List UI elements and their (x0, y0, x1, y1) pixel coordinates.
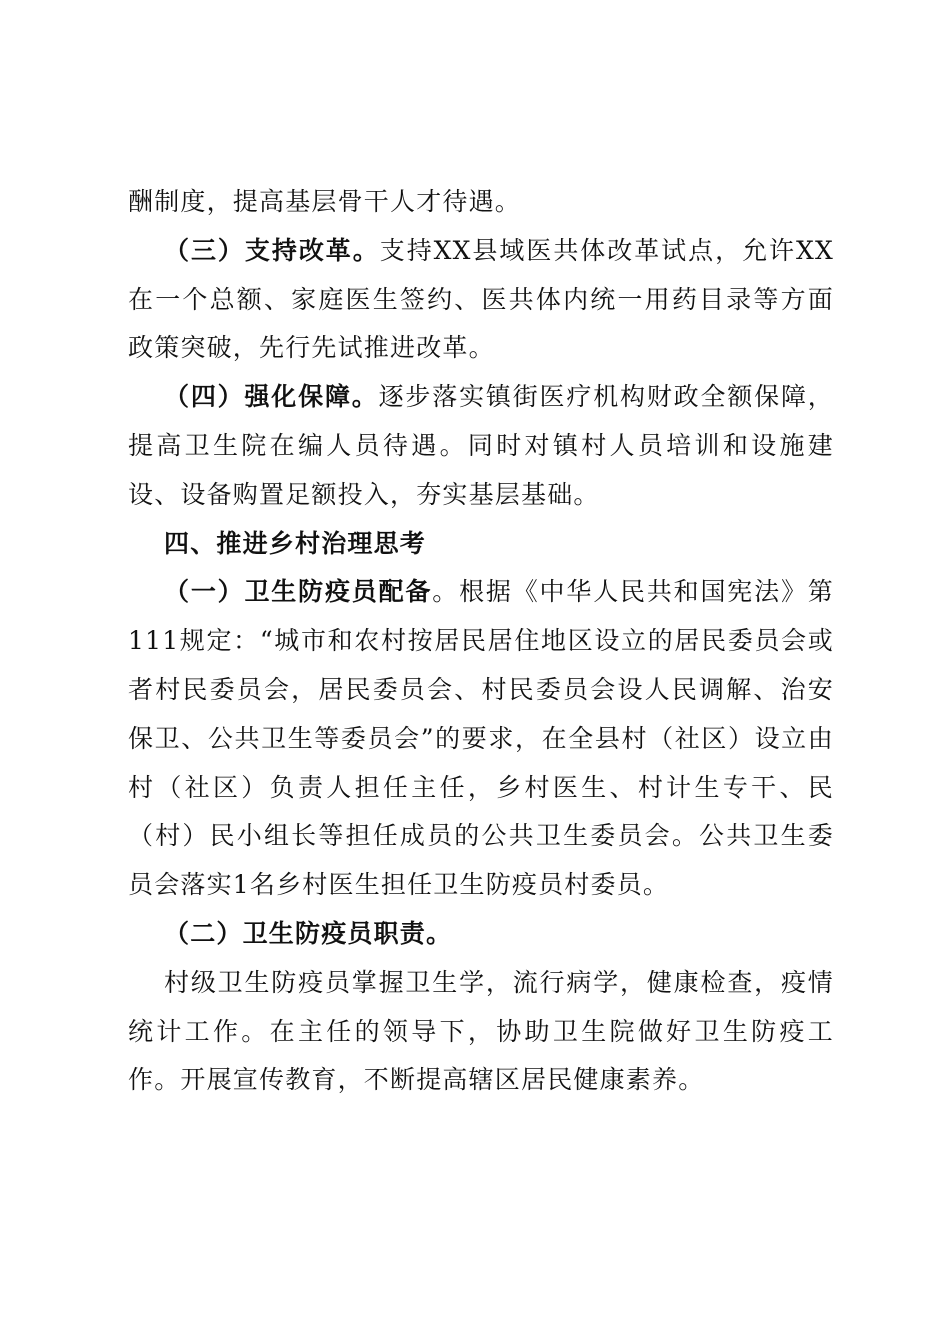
paragraph-text: 村级卫生防疫员掌握卫生学，流行病学，健康检查，疫情统计工作。在主任的领导下，协助卫生院做好卫生防疫工作。开展宣传教育，不断提高辖区居民健康素养。 (128, 967, 834, 1095)
subheading-support-reform: （三）支持改革。 (164, 235, 380, 265)
paragraph-epidemic-officer-staffing (128, 568, 834, 910)
paragraph-text: 逐步落实镇街医疗机构财政全额保障，提高卫生院在编人员待遇。同时对镇村人员培训和设施建设、设备购置足额投入，夯实基层基础。 (128, 382, 835, 509)
paragraph-continuation (128, 178, 834, 227)
subheading-epidemic-officer-duties: （二）卫生防疫员职责。 (164, 918, 453, 948)
paragraph-text: 支持XX县域医共体改革试点，允许XX在一个总额、家庭医生签约、医共体内统一用药目录等方面政策突破，先行先试推进改革。 (128, 235, 835, 363)
paragraph-text: 酬制度，提高基层骨干人才待遇。 (128, 187, 522, 216)
document-body (128, 178, 834, 1105)
section-heading-rural-governance (128, 520, 834, 569)
paragraph-text: 。根据《中华人民共和国宪法》第111规定：“城市和农村按居民居住地区设立的居民委员会或者村民委员会，居民委员会、村民委员会设人民调解、治安保卫、公共卫生等委员会”的要求，在全县村（社区）设立由村（社区）负责人担任主任，乡村医生、村计生专干、民（村）民小组长等担任成员的公共卫生委员会。公共卫生委员会落实1名乡村医生担任卫生防疫员村委员。 (128, 577, 834, 900)
subheading-epidemic-officer-duties-line (128, 910, 834, 959)
paragraph-strengthen-guarantee (128, 373, 834, 519)
paragraph-support-reform (128, 227, 834, 373)
subheading-epidemic-officer-staffing: （一）卫生防疫员配备 (164, 577, 433, 607)
subheading-strengthen-guarantee: （四）强化保障。 (164, 382, 379, 412)
paragraph-epidemic-officer-duties (128, 959, 834, 1105)
section-heading-text: 四、推进乡村治理思考 (164, 528, 427, 558)
